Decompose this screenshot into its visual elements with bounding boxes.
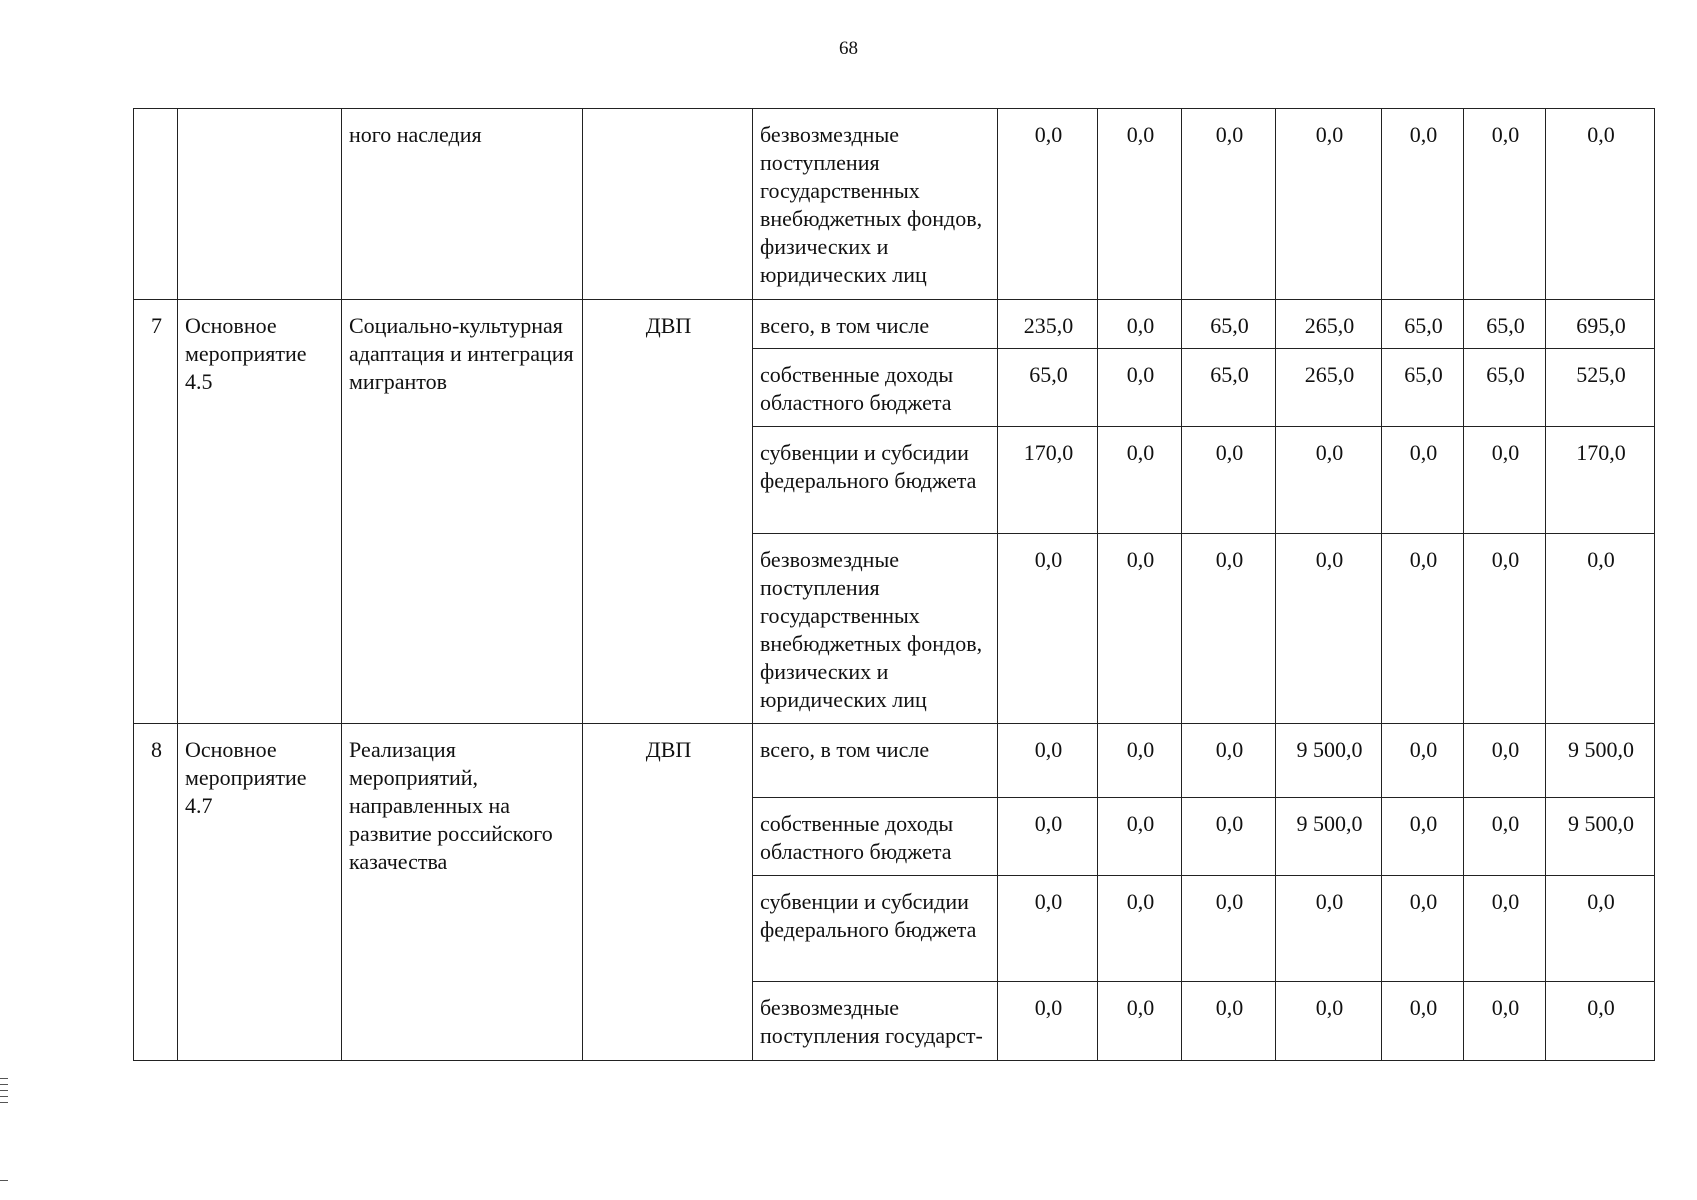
- value-cell: 0,0: [1546, 534, 1655, 724]
- value-cell: 0,0: [1464, 724, 1546, 798]
- value-cell: 170,0: [998, 427, 1098, 534]
- value-cell: 0,0: [1098, 427, 1182, 534]
- funding-source-cell: субвенции и субсидии федерального бюджета: [753, 427, 998, 534]
- value-cell: 0,0: [1098, 349, 1182, 427]
- value-cell: 0,0: [998, 798, 1098, 876]
- value-cell: 0,0: [1276, 109, 1382, 300]
- value-cell: 9 500,0: [1276, 724, 1382, 798]
- measure-name-cell: Социально-культурная адаптация и интеграция мигрантов: [342, 300, 583, 724]
- value-cell: 0,0: [1382, 798, 1464, 876]
- value-cell: 0,0: [1382, 534, 1464, 724]
- value-cell: 0,0: [998, 982, 1098, 1061]
- value-cell: 65,0: [1382, 300, 1464, 349]
- value-cell: 65,0: [1182, 300, 1276, 349]
- scan-margin-mark: [0, 1096, 8, 1097]
- value-cell: 0,0: [1464, 534, 1546, 724]
- budget-table: [133, 108, 1655, 1061]
- value-cell: 65,0: [998, 349, 1098, 427]
- funding-source-cell: безвозмездные поступления государст-: [753, 982, 998, 1061]
- value-cell: 0,0: [1464, 427, 1546, 534]
- value-cell: 0,0: [1182, 534, 1276, 724]
- value-cell: 0,0: [1382, 109, 1464, 300]
- value-cell: 0,0: [1546, 109, 1655, 300]
- value-cell: 0,0: [1182, 982, 1276, 1061]
- funding-source-cell: собственные доходы областного бюджета: [753, 349, 998, 427]
- value-cell: 0,0: [1464, 876, 1546, 982]
- value-cell: 235,0: [998, 300, 1098, 349]
- table-row: [134, 300, 1655, 349]
- funding-source-cell: всего, в том числе: [753, 724, 998, 798]
- value-cell: 170,0: [1546, 427, 1655, 534]
- funding-source-cell: всего, в том числе: [753, 300, 998, 349]
- value-cell: 0,0: [1382, 876, 1464, 982]
- scan-margin-mark: [0, 1090, 8, 1091]
- executor-cell: ДВП: [583, 724, 753, 1061]
- measure-name-cell: Реализация мероприятий, направленных на развитие российского казачества: [342, 724, 583, 1061]
- value-cell: 265,0: [1276, 349, 1382, 427]
- value-cell: 0,0: [1098, 876, 1182, 982]
- value-cell: 0,0: [1276, 534, 1382, 724]
- measure-type-cell: Основное мероприятие 4.5: [178, 300, 342, 724]
- value-cell: 0,0: [1276, 427, 1382, 534]
- page-number: 68: [839, 38, 858, 59]
- value-cell: 9 500,0: [1546, 798, 1655, 876]
- value-cell: 0,0: [998, 876, 1098, 982]
- executor-cell: ДВП: [583, 300, 753, 724]
- funding-source-cell: субвенции и субсидии федерального бюджета: [753, 876, 998, 982]
- table-row: [134, 724, 1655, 798]
- value-cell: 0,0: [1098, 534, 1182, 724]
- executor-cell: [583, 109, 753, 300]
- index-cell: 7: [134, 300, 178, 724]
- value-cell: 0,0: [1182, 876, 1276, 982]
- value-cell: 0,0: [1182, 109, 1276, 300]
- value-cell: 0,0: [1464, 982, 1546, 1061]
- measure-name-cell: ного наследия: [342, 109, 583, 300]
- value-cell: 65,0: [1182, 349, 1276, 427]
- value-cell: 0,0: [1182, 798, 1276, 876]
- value-cell: 0,0: [1382, 982, 1464, 1061]
- value-cell: 0,0: [1098, 300, 1182, 349]
- value-cell: 0,0: [998, 534, 1098, 724]
- measure-type-cell: [178, 109, 342, 300]
- funding-source-cell: собственные доходы областного бюджета: [753, 798, 998, 876]
- value-cell: 65,0: [1464, 349, 1546, 427]
- value-cell: 0,0: [1382, 427, 1464, 534]
- value-cell: 0,0: [1276, 876, 1382, 982]
- value-cell: 0,0: [1464, 109, 1546, 300]
- value-cell: 0,0: [998, 724, 1098, 798]
- scan-margin-mark: [0, 1078, 8, 1079]
- value-cell: 0,0: [1276, 982, 1382, 1061]
- index-cell: 8: [134, 724, 178, 1061]
- value-cell: 265,0: [1276, 300, 1382, 349]
- scan-margin-mark: [0, 1084, 8, 1085]
- value-cell: 0,0: [1182, 724, 1276, 798]
- value-cell: 65,0: [1382, 349, 1464, 427]
- value-cell: 65,0: [1464, 300, 1546, 349]
- value-cell: 0,0: [1098, 724, 1182, 798]
- value-cell: 0,0: [1098, 982, 1182, 1061]
- scan-margin-mark: [0, 1102, 8, 1103]
- value-cell: 0,0: [1098, 109, 1182, 300]
- value-cell: 9 500,0: [1546, 724, 1655, 798]
- value-cell: 0,0: [1546, 876, 1655, 982]
- funding-source-cell: безвозмездные поступления государственных внебюджетных фондов, физических и юридических лиц: [753, 534, 998, 724]
- value-cell: 525,0: [1546, 349, 1655, 427]
- value-cell: 0,0: [1546, 982, 1655, 1061]
- scan-margin-mark: [0, 1180, 8, 1181]
- table-row: [134, 109, 1655, 300]
- value-cell: 695,0: [1546, 300, 1655, 349]
- value-cell: 0,0: [998, 109, 1098, 300]
- value-cell: 0,0: [1098, 798, 1182, 876]
- value-cell: 0,0: [1464, 798, 1546, 876]
- measure-type-cell: Основное мероприятие 4.7: [178, 724, 342, 1061]
- funding-source-cell: безвозмездные поступления государственных внебюджетных фондов, физических и юридических лиц: [753, 109, 998, 300]
- index-cell: [134, 109, 178, 300]
- value-cell: 0,0: [1382, 724, 1464, 798]
- value-cell: 9 500,0: [1276, 798, 1382, 876]
- value-cell: 0,0: [1182, 427, 1276, 534]
